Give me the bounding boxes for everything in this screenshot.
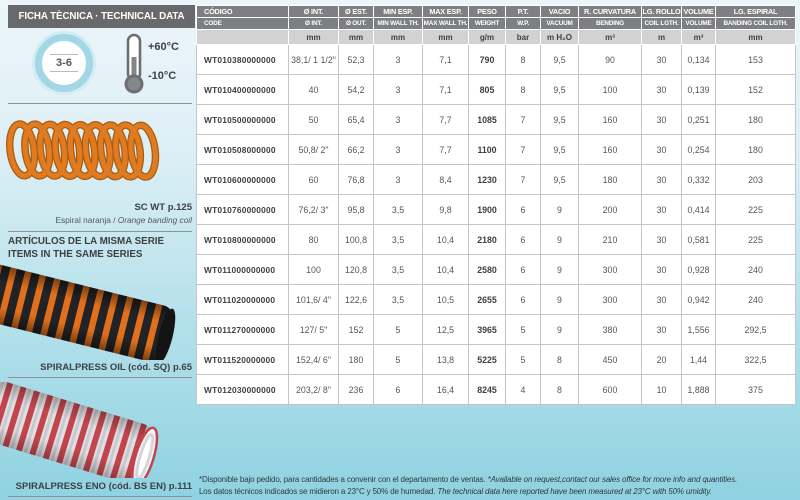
- header-row-units: [197, 30, 796, 45]
- column-header-es: Ø EST.: [339, 6, 374, 18]
- temperature-max-label: +60°C: [148, 41, 180, 53]
- value-cell: 0,414: [682, 195, 716, 225]
- column-header-es: LG. ROLLO: [642, 7, 681, 16]
- value-cell: 54,2: [339, 75, 374, 105]
- value-cell: 1900: [469, 195, 506, 225]
- value-cell: 200: [579, 195, 642, 225]
- column-header-es: R. CURVATURA: [579, 6, 642, 18]
- table-body: [197, 45, 796, 405]
- value-cell: 10: [642, 375, 682, 405]
- value-cell: 8,4: [423, 165, 469, 195]
- table-row: [197, 105, 796, 135]
- table-row: [197, 225, 796, 255]
- value-cell: 16,4: [423, 375, 469, 405]
- value-cell: 76,8: [339, 165, 374, 195]
- value-cell: 3: [374, 45, 423, 75]
- value-cell: 210: [579, 225, 642, 255]
- value-cell: 10,4: [423, 255, 469, 285]
- value-cell: 9: [541, 225, 579, 255]
- table-row: [197, 285, 796, 315]
- value-cell: 9: [541, 315, 579, 345]
- value-cell: 180: [716, 105, 796, 135]
- value-cell: 13,8: [423, 345, 469, 375]
- table-row: [197, 345, 796, 375]
- value-cell: 30: [642, 255, 682, 285]
- spec-table: [196, 5, 796, 405]
- value-cell: 5: [506, 345, 541, 375]
- value-cell: 9,5: [541, 135, 579, 165]
- column-unit-header: m³: [579, 30, 642, 45]
- value-cell: 9: [541, 195, 579, 225]
- value-cell: 152: [339, 315, 374, 345]
- value-cell: 9,5: [541, 165, 579, 195]
- column-header-es: P.T.: [506, 6, 541, 18]
- value-cell: 8: [506, 45, 541, 75]
- value-cell: 3: [374, 75, 423, 105]
- value-cell: 90: [579, 45, 642, 75]
- size-range-label: 3-6: [50, 54, 78, 72]
- sidebar: [0, 0, 196, 500]
- value-cell: 5: [506, 315, 541, 345]
- column-header-es: PESO: [469, 6, 506, 18]
- footnote-2-en: The technical data here reported have been measured at 23°C with 50% umidity.: [437, 487, 712, 496]
- value-cell: 127/ 5": [289, 315, 339, 345]
- column-header-en: CODE: [197, 18, 289, 30]
- footnote-2-es: Los datos técnicos indicados se midieron a 23°C y 50% de humedad.: [199, 487, 438, 496]
- value-cell: 6: [506, 195, 541, 225]
- value-cell: 6: [506, 225, 541, 255]
- thermometer-icon: [120, 33, 148, 95]
- divider: [8, 377, 192, 378]
- value-cell: 9: [541, 285, 579, 315]
- value-cell: 1,44: [682, 345, 716, 375]
- product-description-en: Orange banding coil: [117, 215, 192, 225]
- footnote-1-es: *Disponible bajo pedido, para cantidades a convenir con el departamento de ventas.: [199, 475, 488, 484]
- value-cell: 152: [716, 75, 796, 105]
- value-cell: 0,251: [682, 105, 716, 135]
- column-header-es: CÓDIGO: [197, 6, 289, 18]
- value-cell: 9,5: [541, 105, 579, 135]
- value-cell: 120,8: [339, 255, 374, 285]
- value-cell: 66,2: [339, 135, 374, 165]
- product-ref-label: SC WT p.125: [134, 202, 192, 213]
- divider: [8, 231, 192, 232]
- value-cell: 30: [642, 105, 682, 135]
- value-cell: 790: [469, 45, 506, 75]
- value-cell: 3,5: [374, 255, 423, 285]
- table-row: [197, 375, 796, 405]
- value-cell: 30: [642, 195, 682, 225]
- code-cell: WT010400000000: [197, 75, 289, 105]
- column-header-es: MIN ESP.: [374, 6, 423, 18]
- header-row-es: [197, 6, 796, 18]
- value-cell: 100: [289, 255, 339, 285]
- value-cell: 0,332: [682, 165, 716, 195]
- value-cell: 6: [506, 285, 541, 315]
- column-header-en: Ø OUT.: [339, 18, 374, 30]
- value-cell: 9,8: [423, 195, 469, 225]
- column-header-en: VACUUM: [541, 18, 579, 30]
- footnotes: [199, 474, 799, 498]
- value-cell: 153: [716, 45, 796, 75]
- value-cell: 30: [642, 45, 682, 75]
- value-cell: 4: [506, 375, 541, 405]
- value-cell: 0,581: [682, 225, 716, 255]
- value-cell: 600: [579, 375, 642, 405]
- temperature-min-label: -10°C: [148, 70, 177, 82]
- value-cell: 180: [579, 165, 642, 195]
- table-row: [197, 45, 796, 75]
- header-row-en: [197, 18, 796, 30]
- value-cell: 3965: [469, 315, 506, 345]
- column-header-en: BENDING: [579, 18, 642, 30]
- value-cell: 30: [642, 75, 682, 105]
- column-unit-header: mm: [374, 30, 423, 45]
- code-cell: WT012030000000: [197, 375, 289, 405]
- value-cell: 30: [642, 225, 682, 255]
- value-cell: 52,3: [339, 45, 374, 75]
- value-cell: 122,6: [339, 285, 374, 315]
- series-title-es: ARTÍCULOS DE LA MISMA SERIE: [8, 236, 165, 247]
- product-description: [8, 215, 192, 225]
- value-cell: 1,888: [682, 375, 716, 405]
- value-cell: 375: [716, 375, 796, 405]
- table-row: [197, 75, 796, 105]
- code-cell: WT011020000000: [197, 285, 289, 315]
- value-cell: 203: [716, 165, 796, 195]
- value-cell: 160: [579, 105, 642, 135]
- table-row: [197, 195, 796, 225]
- code-cell: WT010800000000: [197, 225, 289, 255]
- value-cell: 3: [374, 105, 423, 135]
- value-cell: 0,134: [682, 45, 716, 75]
- value-cell: 50: [289, 105, 339, 135]
- column-unit-header: mm: [339, 30, 374, 45]
- value-cell: 0,942: [682, 285, 716, 315]
- value-cell: 30: [642, 135, 682, 165]
- value-cell: 160: [579, 135, 642, 165]
- value-cell: 9,5: [541, 45, 579, 75]
- value-cell: 7: [506, 105, 541, 135]
- value-cell: 180: [716, 135, 796, 165]
- value-cell: 10,4: [423, 225, 469, 255]
- value-cell: 7: [506, 135, 541, 165]
- column-header-en: WEIGHT: [469, 18, 506, 30]
- column-unit-header: m H₂O: [541, 30, 579, 45]
- column-unit-header: g/m: [469, 30, 506, 45]
- table-row: [197, 135, 796, 165]
- value-cell: 3,5: [374, 195, 423, 225]
- code-cell: WT010760000000: [197, 195, 289, 225]
- code-cell: WT010380000000: [197, 45, 289, 75]
- value-cell: 7,1: [423, 45, 469, 75]
- orange-coil-image: [0, 108, 190, 198]
- column-header-es: VACIO: [541, 6, 579, 18]
- value-cell: 1100: [469, 135, 506, 165]
- value-cell: 101,6/ 4": [289, 285, 339, 315]
- column-header-en: MIN WALL TH.: [374, 18, 423, 30]
- value-cell: 180: [339, 345, 374, 375]
- column-unit-header: m: [642, 30, 682, 45]
- related-product-oil-label: SPIRALPRESS OIL (cód. SQ) p.65: [40, 362, 192, 373]
- spiralpress-oil-hose-image: [0, 260, 190, 360]
- code-cell: WT011520000000: [197, 345, 289, 375]
- value-cell: 5225: [469, 345, 506, 375]
- value-cell: 0,254: [682, 135, 716, 165]
- value-cell: 380: [579, 315, 642, 345]
- value-cell: 1,556: [682, 315, 716, 345]
- value-cell: 240: [716, 255, 796, 285]
- column-header-en: Ø INT.: [289, 18, 339, 30]
- product-description-es: Espiral naranja /: [55, 215, 118, 225]
- column-unit-header: m³: [682, 30, 716, 45]
- spiralpress-eno-hose-image: [0, 382, 190, 478]
- value-cell: 50,8/ 2": [289, 135, 339, 165]
- footnote-line-2: [199, 486, 799, 498]
- column-header-es: Ø INT.: [289, 6, 339, 18]
- value-cell: 805: [469, 75, 506, 105]
- value-cell: 10,5: [423, 285, 469, 315]
- value-cell: 20: [642, 345, 682, 375]
- value-cell: 7,7: [423, 135, 469, 165]
- value-cell: 2580: [469, 255, 506, 285]
- column-unit-header: [197, 30, 289, 45]
- value-cell: 7: [506, 165, 541, 195]
- value-cell: 100: [579, 75, 642, 105]
- column-header-en: W.P.: [506, 18, 541, 30]
- value-cell: 8: [541, 345, 579, 375]
- series-title-en: ITEMS IN THE SAME SERIES: [8, 249, 143, 260]
- value-cell: 6: [374, 375, 423, 405]
- column-unit-header: mm: [423, 30, 469, 45]
- value-cell: 65,4: [339, 105, 374, 135]
- code-cell: WT010508000000: [197, 135, 289, 165]
- table-header: [197, 6, 796, 45]
- value-cell: 40: [289, 75, 339, 105]
- value-cell: 100,8: [339, 225, 374, 255]
- column-unit-header: bar: [506, 30, 541, 45]
- value-cell: 240: [716, 285, 796, 315]
- value-cell: 203,2/ 8": [289, 375, 339, 405]
- value-cell: 152,4/ 6": [289, 345, 339, 375]
- table-row: [197, 255, 796, 285]
- column-header-en: COIL LGTH.: [642, 18, 682, 30]
- value-cell: 322,5: [716, 345, 796, 375]
- value-cell: 2655: [469, 285, 506, 315]
- value-cell: 8245: [469, 375, 506, 405]
- value-cell: 0,928: [682, 255, 716, 285]
- value-cell: 5: [374, 345, 423, 375]
- value-cell: 7,7: [423, 105, 469, 135]
- value-cell: 3,5: [374, 225, 423, 255]
- code-cell: WT010600000000: [197, 165, 289, 195]
- value-cell: 12,5: [423, 315, 469, 345]
- value-cell: 3,5: [374, 285, 423, 315]
- value-cell: 1230: [469, 165, 506, 195]
- value-cell: 7,1: [423, 75, 469, 105]
- value-cell: 9: [541, 255, 579, 285]
- value-cell: 80: [289, 225, 339, 255]
- value-cell: 30: [642, 165, 682, 195]
- value-cell: 8: [541, 375, 579, 405]
- value-cell: 236: [339, 375, 374, 405]
- value-cell: 5: [374, 315, 423, 345]
- value-cell: 30: [642, 315, 682, 345]
- value-cell: 225: [716, 195, 796, 225]
- value-cell: 9,5: [541, 75, 579, 105]
- column-header-en: VOLUME: [682, 18, 716, 30]
- value-cell: 38,1/ 1 1/2": [289, 45, 339, 75]
- value-cell: 60: [289, 165, 339, 195]
- code-cell: WT011000000000: [197, 255, 289, 285]
- value-cell: 1085: [469, 105, 506, 135]
- code-cell: WT011270000000: [197, 315, 289, 345]
- value-cell: 225: [716, 225, 796, 255]
- value-cell: 95,8: [339, 195, 374, 225]
- value-cell: 8: [506, 75, 541, 105]
- value-cell: 300: [579, 285, 642, 315]
- column-header-es: LG. ESPIRAL: [716, 6, 796, 18]
- related-product-eno-label: SPIRALPRESS ENO (cód. BS EN) p.111: [15, 481, 192, 492]
- size-range-badge: [35, 34, 93, 92]
- column-header-es: VOLUME: [683, 7, 714, 16]
- value-cell: 3: [374, 165, 423, 195]
- divider: [8, 103, 192, 104]
- page-title: FICHA TÈCNICA · TECHNICAL DATA: [8, 5, 195, 28]
- footnote-line-1: [199, 474, 799, 486]
- column-unit-header: mm: [716, 30, 796, 45]
- column-unit-header: mm: [289, 30, 339, 45]
- value-cell: 0,139: [682, 75, 716, 105]
- table-row: [197, 165, 796, 195]
- value-cell: 292,5: [716, 315, 796, 345]
- value-cell: 30: [642, 285, 682, 315]
- footnote-1-en: *Available on request,contact our sales office for more info and quantities.: [487, 475, 738, 484]
- value-cell: 3: [374, 135, 423, 165]
- column-header-en: BANDING COIL LGTH.: [716, 18, 796, 30]
- divider: [8, 496, 192, 497]
- column-header-en: MAX WALL TH.: [423, 18, 469, 30]
- table-row: [197, 315, 796, 345]
- value-cell: 6: [506, 255, 541, 285]
- value-cell: 300: [579, 255, 642, 285]
- value-cell: 76,2/ 3": [289, 195, 339, 225]
- column-header-es: MAX ESP.: [423, 6, 469, 18]
- value-cell: 2180: [469, 225, 506, 255]
- code-cell: WT010500000000: [197, 105, 289, 135]
- value-cell: 450: [579, 345, 642, 375]
